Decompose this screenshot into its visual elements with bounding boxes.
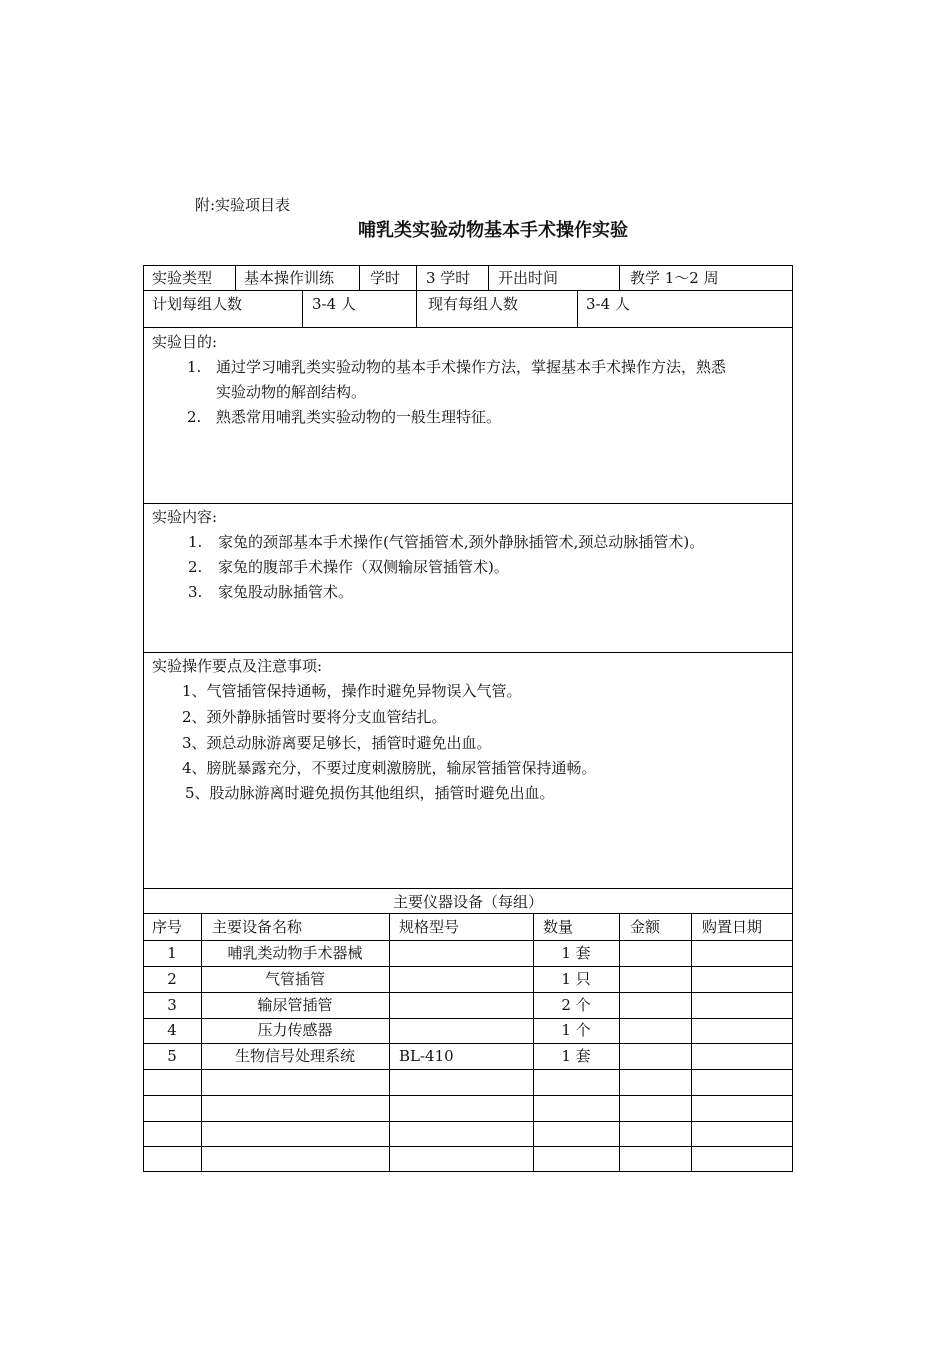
col-divider (235, 265, 236, 290)
col-divider (359, 265, 360, 290)
row-divider (143, 503, 793, 504)
notes-item: 1、气管插管保持通畅，操作时避免异物误入气管。 (182, 682, 522, 700)
table-cell-name: 气管插管 (264, 970, 325, 988)
planned-group-size-label: 计划每组人数 (152, 295, 243, 313)
table-cell-name: 生物信号处理系统 (234, 1047, 355, 1065)
table-cell-quantity: 1 套 (561, 944, 591, 962)
column-header-purchase-date: 购置日期 (702, 918, 763, 936)
row-divider (143, 1121, 793, 1122)
purpose-item-text-continued: 实验动物的解剖结构。 (216, 383, 367, 401)
row-divider (143, 652, 793, 653)
notes-item: 5、股动脉游离时避免损伤其他组织，插管时避免出血。 (185, 784, 555, 802)
col-divider (302, 290, 303, 327)
purpose-item-text: 通过学习哺乳类实验动物的基本手术操作方法，掌握基本手术操作方法，熟悉 (216, 358, 727, 376)
notes-item: 2、颈外静脉插管时要将分支血管结扎。 (182, 708, 447, 726)
table-cell-number: 1 (167, 944, 177, 962)
current-group-size-value: 3-4 人 (586, 295, 630, 313)
row-divider (143, 1146, 793, 1147)
col-divider (416, 290, 417, 327)
purpose-heading: 实验目的: (152, 333, 218, 351)
table-cell-number: 4 (167, 1021, 177, 1039)
content-item-number: 2. (188, 558, 203, 576)
experiment-type-label: 实验类型 (152, 269, 213, 287)
row-divider (143, 1018, 793, 1019)
column-header-quantity: 数量 (543, 918, 574, 936)
col-divider (488, 265, 489, 290)
row-divider (143, 290, 793, 291)
notes-item: 4、膀胱暴露充分，不要过度刺激膀胱，输尿管插管保持通畅。 (182, 759, 597, 777)
purpose-item-number: 2. (187, 408, 202, 426)
row-divider (143, 1069, 793, 1070)
open-time-label: 开出时间 (498, 269, 559, 287)
table-cell-name: 压力传感器 (257, 1021, 333, 1039)
table-cell-name: 输尿管插管 (257, 996, 333, 1014)
row-divider (143, 327, 793, 328)
col-divider (691, 913, 692, 1172)
notes-item: 3、颈总动脉游离要足够长，插管时避免出血。 (182, 734, 492, 752)
purpose-item-number: 1. (187, 358, 202, 376)
column-header-model: 规格型号 (399, 918, 460, 936)
content-item-number: 1. (188, 533, 203, 551)
equipment-heading: 主要仪器设备（每组） (392, 893, 543, 911)
content-heading: 实验内容: (152, 508, 218, 526)
col-divider (619, 913, 620, 1172)
table-cell-quantity: 1 套 (561, 1047, 591, 1065)
content-item-text: 家兔的颈部基本手术操作(气管插管术,颈外静脉插管术,颈总动脉插管术)。 (218, 533, 705, 551)
table-cell-number: 2 (167, 970, 177, 988)
appendix-label: 附:实验项目表 (195, 196, 291, 214)
column-header-amount: 金额 (630, 918, 661, 936)
table-cell-quantity: 2 个 (561, 996, 591, 1014)
content-item-number: 3. (188, 583, 203, 601)
row-divider (143, 1095, 793, 1096)
row-divider (143, 992, 793, 993)
col-divider (577, 290, 578, 327)
purpose-item-text: 熟悉常用哺乳类实验动物的一般生理特征。 (216, 408, 502, 426)
column-header-number: 序号 (152, 918, 183, 936)
current-group-size-label: 现有每组人数 (428, 295, 519, 313)
notes-heading: 实验操作要点及注意事项: (152, 657, 323, 675)
row-divider (143, 913, 793, 914)
planned-group-size-value: 3-4 人 (312, 295, 356, 313)
content-item-text: 家兔股动脉插管术。 (218, 583, 354, 601)
content-item-text: 家兔的腹部手术操作（双侧输尿管插管术)。 (218, 558, 509, 576)
row-divider (143, 966, 793, 967)
table-cell-quantity: 1 只 (561, 970, 591, 988)
table-cell-number: 5 (167, 1047, 177, 1065)
hours-value: 3 学时 (426, 269, 471, 287)
table-cell-model: BL-410 (399, 1047, 454, 1065)
experiment-type-value: 基本操作训练 (244, 269, 335, 287)
col-divider (619, 265, 620, 290)
open-time-value: 教学 1～2 周 (630, 269, 719, 287)
row-divider (143, 888, 793, 889)
row-divider (143, 940, 793, 941)
col-divider (389, 913, 390, 1172)
table-cell-quantity: 1 个 (561, 1021, 591, 1039)
table-cell-number: 3 (167, 996, 177, 1014)
row-divider (143, 1043, 793, 1044)
column-header-name: 主要设备名称 (212, 918, 303, 936)
table-cell-name: 哺乳类动物手术器械 (227, 944, 363, 962)
hours-label: 学时 (370, 269, 401, 287)
col-divider (416, 265, 417, 290)
page-title: 哺乳类实验动物基本手术操作实验 (358, 220, 628, 241)
